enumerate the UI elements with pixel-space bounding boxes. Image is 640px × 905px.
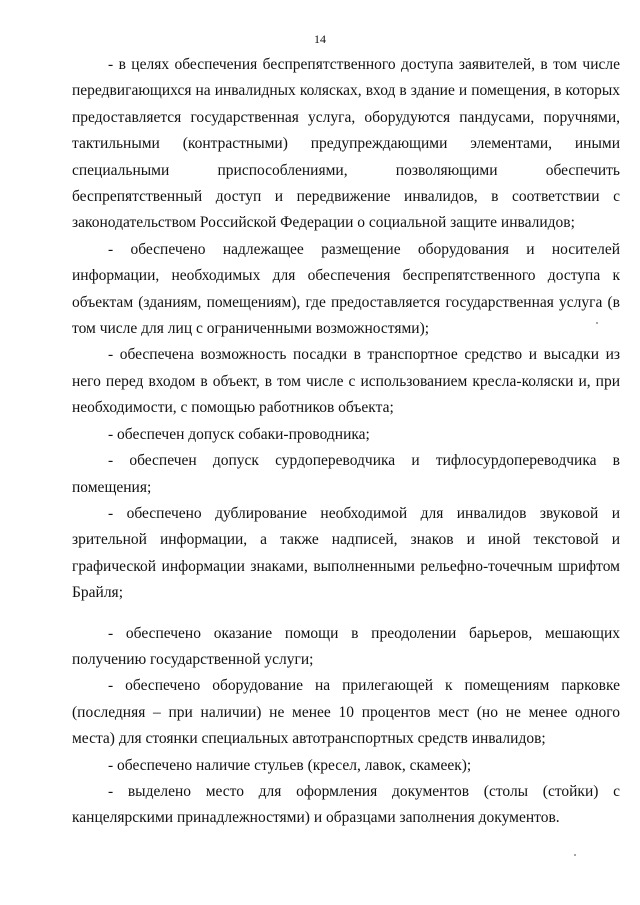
page-number: 14 (314, 32, 326, 46)
paragraph-accessibility-equipment: - в целях обеспечения беспрепятственного доступа заявителей, в том числе передвигающихся на инвалидных колясках, вход в здание и помещения, в которых предоставляется государственная услуга, оборудуются пандусами, поручнями, тактильными (контрастными) предупреждающими элементами, иными специальными приспособлениями, позволяющими обеспечить беспрепятственный доступ и передвижение инвалидов, в соответствии с законодательством Российской Федерации о социальной защите инвалидов; (72, 56, 620, 232)
document-body (72, 52, 620, 832)
paragraph-parking: - обеспечено оборудование на прилегающей к помещениям парковке (последняя – при наличии) не менее 10 процентов мест (но не менее одного места) для стоянки специальных автотранспортных средств инвалидов; (72, 677, 620, 748)
paragraph-barrier-assistance: - обеспечено оказание помощи в преодолении барьеров, мешающих получению государственной услуги; (72, 624, 620, 668)
scan-speck (596, 322, 598, 324)
paragraph-document-place: - выделено место для оформления документов (столы (стойки) с канцелярскими принадлежностями) и образцами заполнения документов. (72, 782, 620, 827)
paragraph-vehicle-boarding: - обеспечена возможность посадки в транспортное средство и высадки из него перед входом в объект, в том числе с использованием кресла-коляски и, при необходимости, с помощью работников объекта; (72, 346, 620, 417)
paragraph-guide-dog: - обеспечен допуск собаки-проводника; (108, 425, 370, 443)
paragraph-seating: - обеспечено наличие стульев (кресел, лавок, скамеек); (108, 756, 472, 774)
paragraph-information-duplication: - обеспечено дублирование необходимой для инвалидов звуковой и зрительной информации, а также надписей, знаков и иной текстовой и графической информации знаками, выполненными рельефно-точечным шрифтом Брайля; (72, 504, 620, 602)
paragraph-equipment-placement: - обеспечено надлежащее размещение оборудования и носителей информации, необходимых для обеспечения беспрепятственного доступа к объектам (зданиям, помещениям), где предоставляется государственная услуга (в том числе для лиц с ограниченными возможностями); (72, 240, 620, 338)
scan-speck (574, 854, 576, 856)
paragraph-sign-interpreter: - обеспечен допуск сурдопереводчика и тифлосурдопереводчика в помещения; (72, 452, 620, 496)
